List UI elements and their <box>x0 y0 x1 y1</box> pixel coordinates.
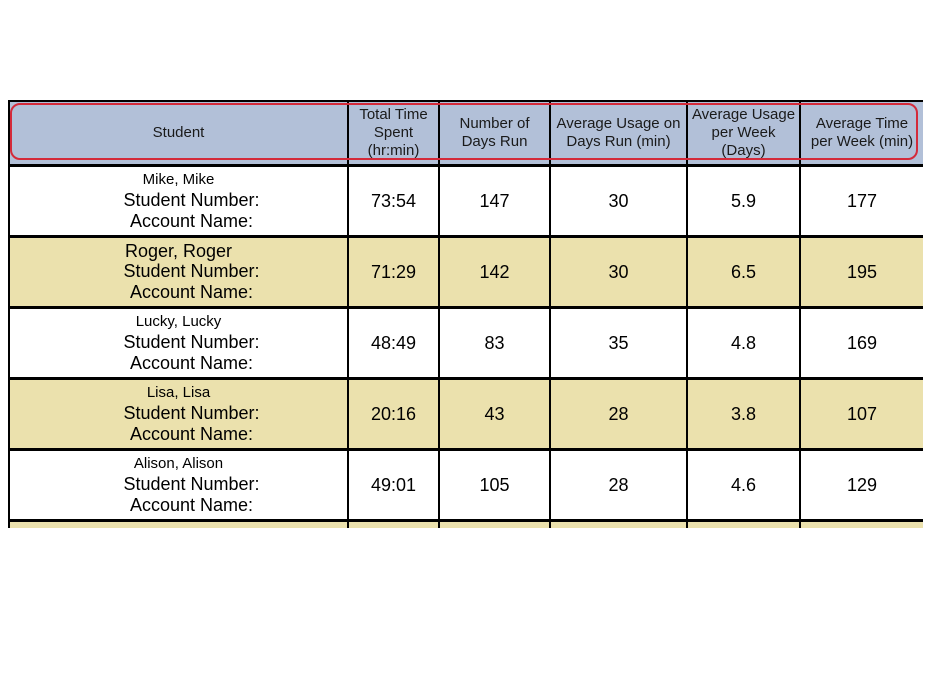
account-name-label: Account Name: <box>129 424 254 444</box>
total-time-cell: 73:54 <box>348 166 439 237</box>
usage-report-table-container <box>8 100 923 528</box>
avg-usage-days-cell: 35 <box>550 308 687 379</box>
column-header-avg-usage-week: Average Usage per Week (Days) <box>687 101 800 166</box>
avg-usage-week-cell: 6.5 <box>687 237 800 308</box>
student-cell <box>9 308 348 379</box>
column-header-student: Student <box>9 101 348 166</box>
partial-cell <box>800 521 923 529</box>
avg-time-week-cell: 195 <box>800 237 923 308</box>
student-name: Mike, Mike <box>142 171 215 188</box>
student-name: Lucky, Lucky <box>135 313 222 330</box>
days-run-cell: 142 <box>439 237 550 308</box>
avg-usage-days-cell: 30 <box>550 237 687 308</box>
avg-time-week-cell: 177 <box>800 166 923 237</box>
student-name: Roger, Roger <box>124 241 233 261</box>
student-cell <box>9 379 348 450</box>
total-time-cell: 49:01 <box>348 450 439 521</box>
table-row <box>9 237 923 308</box>
student-number-label: Student Number: <box>123 403 260 423</box>
table-row <box>9 450 923 521</box>
student-number-label: Student Number: <box>123 332 260 352</box>
column-header-days-run: Number of Days Run <box>439 101 550 166</box>
avg-time-week-cell: 169 <box>800 308 923 379</box>
column-header-avg-usage-days-run: Average Usage on Days Run (min) <box>550 101 687 166</box>
student-number-label: Student Number: <box>123 261 260 281</box>
usage-report-table <box>8 100 923 528</box>
student-number-label: Student Number: <box>123 474 260 494</box>
avg-usage-days-cell: 28 <box>550 450 687 521</box>
avg-usage-days-cell: 28 <box>550 379 687 450</box>
partial-cell <box>687 521 800 529</box>
student-name: Lisa, Lisa <box>146 384 211 401</box>
column-header-avg-time-week: Average Time per Week (min) <box>800 101 923 166</box>
total-time-cell: 71:29 <box>348 237 439 308</box>
student-number-label: Student Number: <box>123 190 260 210</box>
days-run-cell: 105 <box>439 450 550 521</box>
student-name: Alison, Alison <box>133 455 224 472</box>
student-cell <box>9 166 348 237</box>
avg-time-week-cell: 107 <box>800 379 923 450</box>
account-name-label: Account Name: <box>129 211 254 231</box>
partial-cell <box>348 521 439 529</box>
days-run-cell: 147 <box>439 166 550 237</box>
student-cell <box>9 450 348 521</box>
table-row <box>9 379 923 450</box>
avg-time-week-cell: 129 <box>800 450 923 521</box>
student-cell <box>9 237 348 308</box>
partial-cell <box>9 521 348 529</box>
avg-usage-week-cell: 4.8 <box>687 308 800 379</box>
avg-usage-week-cell: 4.6 <box>687 450 800 521</box>
column-header-total-time: Total Time Spent (hr:min) <box>348 101 439 166</box>
total-time-cell: 48:49 <box>348 308 439 379</box>
avg-usage-week-cell: 3.8 <box>687 379 800 450</box>
partial-cell <box>550 521 687 529</box>
header-row <box>9 101 923 166</box>
days-run-cell: 83 <box>439 308 550 379</box>
days-run-cell: 43 <box>439 379 550 450</box>
account-name-label: Account Name: <box>129 495 254 515</box>
partial-cell <box>439 521 550 529</box>
total-time-cell: 20:16 <box>348 379 439 450</box>
table-row-partial <box>9 521 923 529</box>
table-row <box>9 308 923 379</box>
avg-usage-days-cell: 30 <box>550 166 687 237</box>
account-name-label: Account Name: <box>129 353 254 373</box>
table-row <box>9 166 923 237</box>
avg-usage-week-cell: 5.9 <box>687 166 800 237</box>
account-name-label: Account Name: <box>129 282 254 302</box>
